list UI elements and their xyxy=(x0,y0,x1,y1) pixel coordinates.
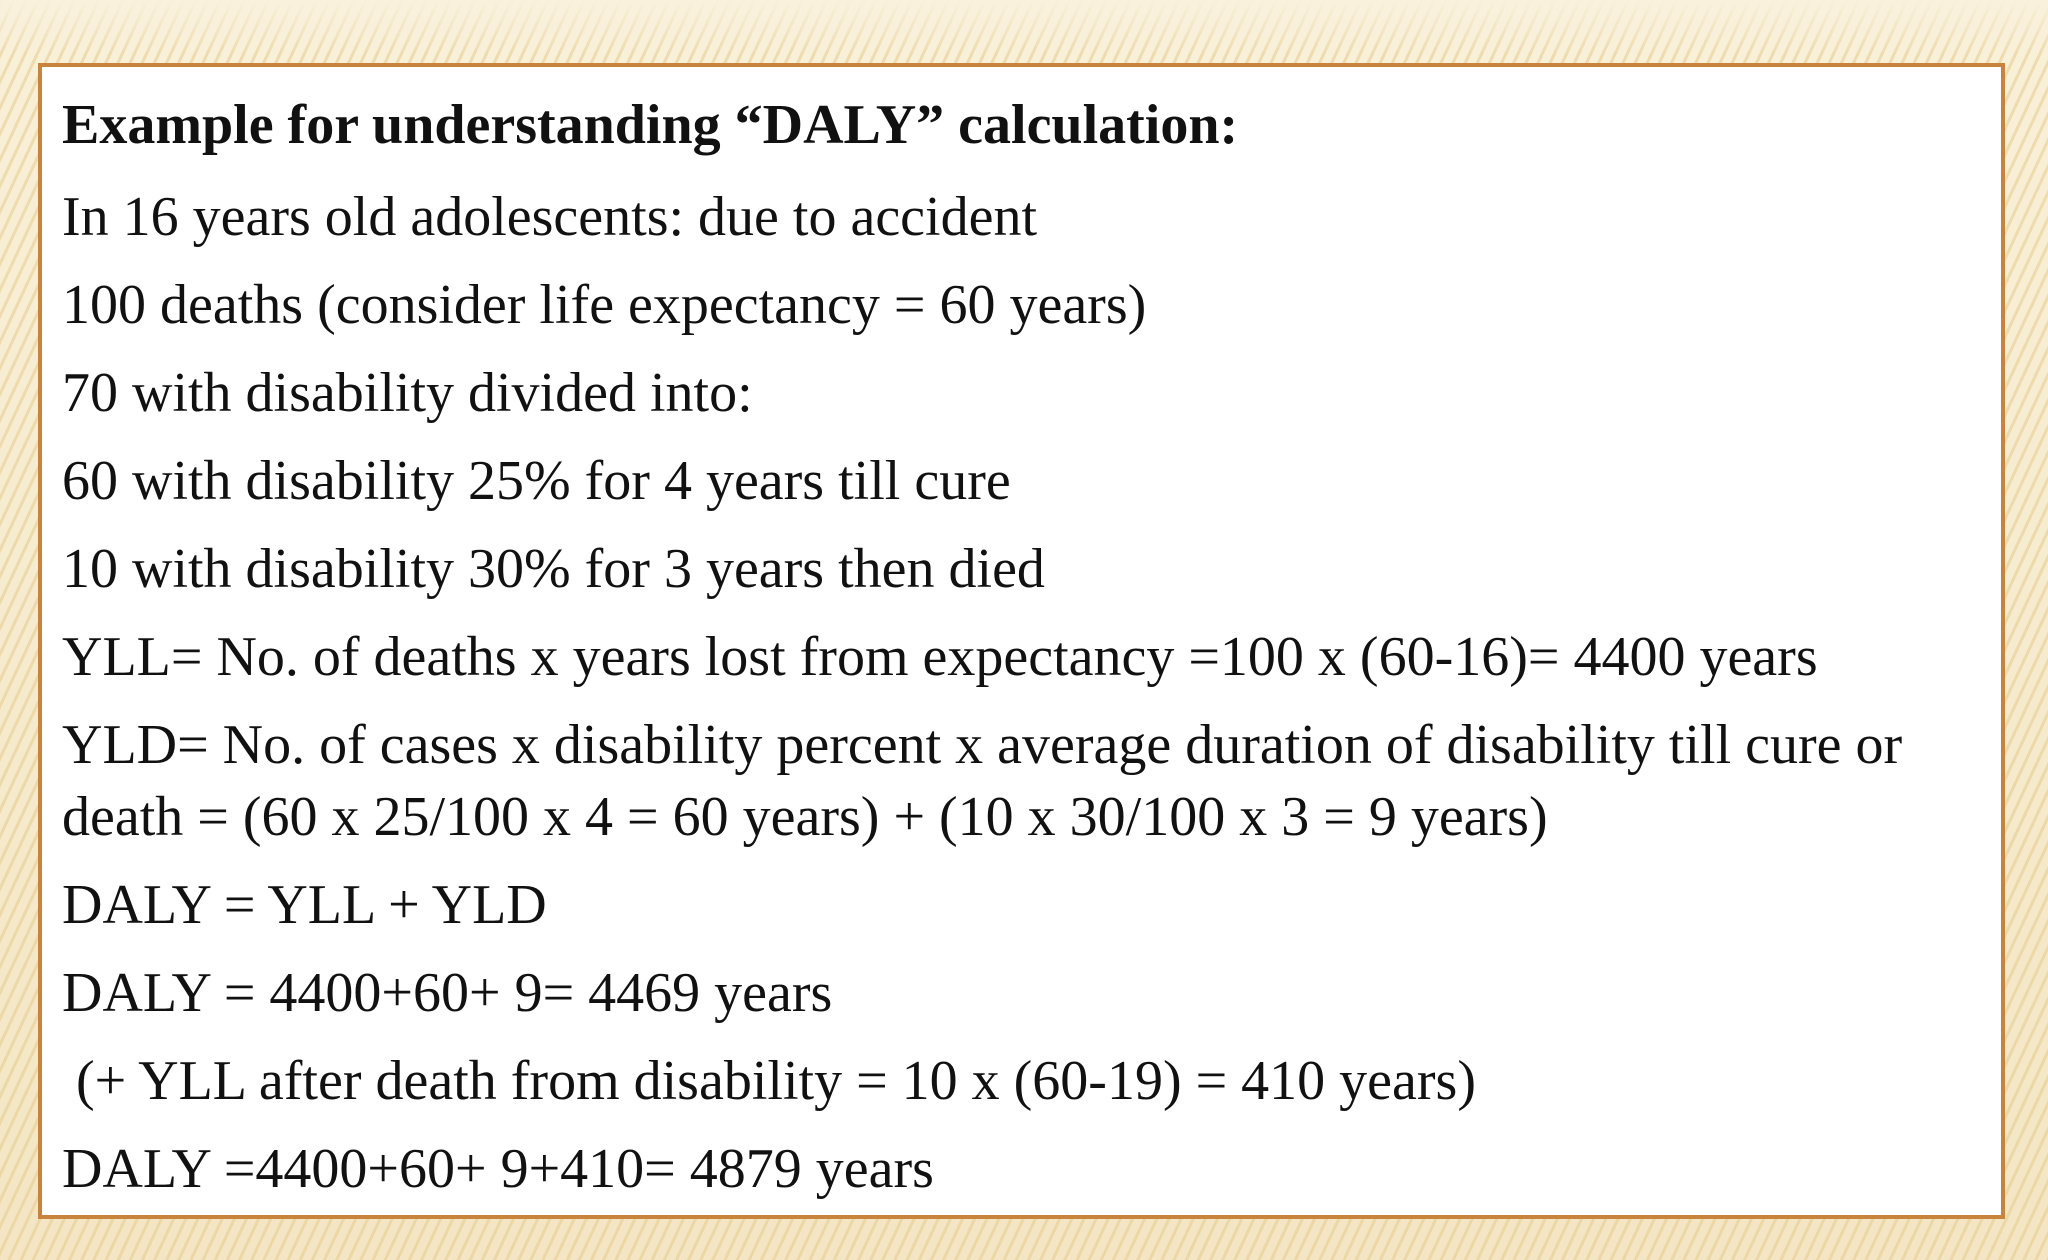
text-line-yll-after-death: (+ YLL after death from disability = 10 x (60-19) = 410 years) xyxy=(62,1050,1476,1112)
text-line-yld-formula: YLD= No. of cases x disability percent x average duration of disability till cure or death = (60 x 25/100 x 4 = 60 years) + (10 x 30/100 x 3 = 9 years) xyxy=(62,714,1903,848)
text-line-disability-group-2: 10 with disability 30% for 3 years then died xyxy=(62,538,1045,600)
text-line-disability-total: 70 with disability divided into: xyxy=(62,362,753,424)
example-title: Example for understanding “DALY” calculation: xyxy=(62,94,1239,156)
text-line-yll-formula: YLL= No. of deaths x years lost from expectancy =100 x (60-16)= 4400 years xyxy=(62,626,1818,688)
text-line-daly-result: DALY = 4400+60+ 9= 4469 years xyxy=(62,962,833,1024)
text-line-disability-group-1: 60 with disability 25% for 4 years till cure xyxy=(62,450,1011,512)
text-line-deaths: 100 deaths (consider life expectancy = 60 years) xyxy=(62,274,1147,336)
slide-background xyxy=(0,0,2048,55)
text-line-daly-total: DALY =4400+60+ 9+410= 4879 years xyxy=(62,1138,934,1200)
text-line-adolescents: In 16 years old adolescents: due to accident xyxy=(62,186,1037,248)
text-line-daly-definition: DALY = YLL + YLD xyxy=(62,874,547,936)
example-text-box xyxy=(38,63,2005,1219)
